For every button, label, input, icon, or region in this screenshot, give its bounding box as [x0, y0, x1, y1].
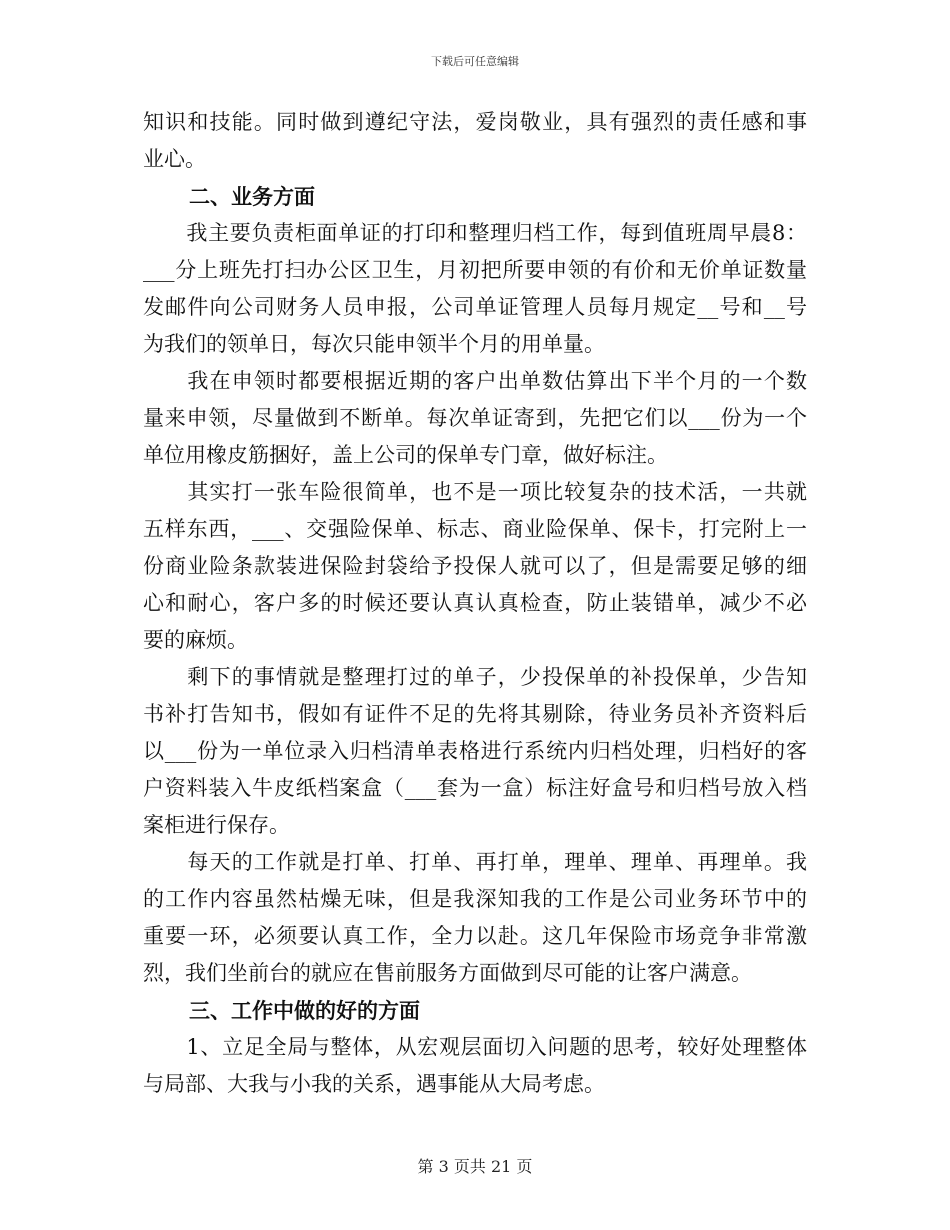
paragraph-line: 五样东西，___、交强险保单、标志、商业险保单、保卡，打完附上一: [143, 517, 807, 541]
section-heading: 二、业务方面: [189, 184, 315, 209]
page-footer: 第 3 页共 21 页: [417, 1157, 533, 1176]
paragraph-line: 知识和技能。同时做到遵纪守法，爱岗敬业，具有强烈的责任感和事: [143, 110, 807, 134]
paragraph-line: 烈，我们坐前台的就应在售前服务方面做到尽可能的让客户满意。: [143, 961, 752, 985]
paragraph-line: 我主要负责柜面单证的打印和整理归档工作，每到值班周早晨8：: [143, 221, 807, 245]
paragraph-line: 心和耐心，客户多的时候还要认真认真检查，防止装错单，减少不必: [143, 591, 807, 615]
paragraph-line: 业心。: [143, 147, 206, 171]
paragraph-line: 其实打一张车险很简单，也不是一项比较复杂的技术活，一共就: [143, 480, 807, 504]
paragraph-line: 发邮件向公司财务人员申报，公司单证管理人员每月规定__号和__号: [143, 295, 807, 319]
paragraph-line: 份商业险条款装进保险封袋给予投保人就可以了，但是需要足够的细: [143, 554, 807, 578]
paragraph-line: 以___份为一单位录入归档清单表格进行系统内归档处理，归档好的客: [143, 739, 807, 763]
paragraph-line: 每天的工作就是打单、打单、再打单，理单、理单、再理单。我: [143, 850, 807, 874]
paragraph-line: 为我们的领单日，每次只能申领半个月的用单量。: [143, 332, 605, 356]
paragraph-line: 与局部、大我与小我的关系，遇事能从大局考虑。: [143, 1072, 605, 1096]
paragraph-line: 量来申领，尽量做到不断单。每次单证寄到，先把它们以___份为一个: [143, 406, 807, 430]
paragraph-line: 重要一环，必须要认真工作，全力以赴。这几年保险市场竞争非常激: [143, 924, 807, 948]
section-heading: 三、工作中做的好的方面: [189, 998, 420, 1023]
page-header: 下载后可任意编辑: [431, 55, 519, 68]
paragraph-line: 我在申领时都要根据近期的客户出单数估算出下半个月的一个数: [143, 369, 807, 393]
paragraph-line: 案柜进行保存。: [143, 813, 290, 837]
document-body: [143, 104, 807, 1103]
paragraph-line: 户资料装入牛皮纸档案盒（___套为一盒）标注好盒号和归档号放入档: [143, 776, 807, 800]
paragraph-line: 剩下的事情就是整理打过的单子，少投保单的补投保单，少告知: [143, 665, 807, 689]
paragraph-line: 书补打告知书，假如有证件不足的先将其剔除，待业务员补齐资料后: [143, 702, 807, 726]
paragraph-line: 要的麻烦。: [143, 628, 248, 652]
paragraph-line: 1、立足全局与整体，从宏观层面切入问题的思考，较好处理整体: [143, 1035, 807, 1059]
paragraph-line: 单位用橡皮筋捆好，盖上公司的保单专门章，做好标注。: [143, 443, 668, 467]
paragraph-line: ___分上班先打扫办公区卫生，月初把所要申领的有价和无价单证数量: [143, 258, 807, 282]
paragraph-line: 的工作内容虽然枯燥无味，但是我深知我的工作是公司业务环节中的: [143, 887, 807, 911]
